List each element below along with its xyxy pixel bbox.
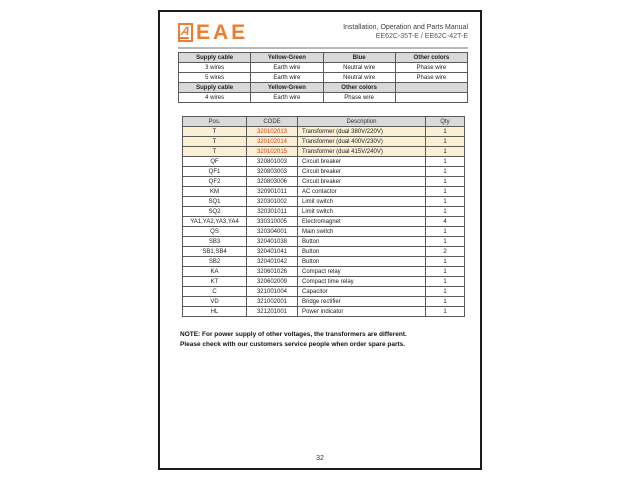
cable-cell: Blue bbox=[323, 53, 395, 63]
code-cell: 330310005 bbox=[247, 217, 298, 227]
description-cell: Bridge rectifier bbox=[298, 297, 426, 307]
cable-cell: 3 wires bbox=[179, 63, 251, 73]
cable-cell: Phase wire bbox=[395, 63, 467, 73]
pos-cell: SQ2 bbox=[183, 207, 247, 217]
qty-cell: 1 bbox=[426, 137, 465, 147]
qty-cell: 1 bbox=[426, 307, 465, 317]
parts-header-row bbox=[183, 117, 465, 127]
qty-cell: 4 bbox=[426, 217, 465, 227]
note-line-1: NOTE: For power supply of other voltages, the transformers are different. bbox=[180, 331, 407, 338]
col-header-description: Description bbox=[298, 117, 426, 127]
pos-cell: C bbox=[183, 287, 247, 297]
brand-logo bbox=[178, 22, 248, 43]
cable-cell: 4 wires bbox=[179, 93, 251, 103]
note-block bbox=[180, 330, 466, 351]
header-divider bbox=[178, 47, 468, 49]
page-number: 32 bbox=[316, 455, 324, 462]
description-cell: Transformer (dual 400V/230V) bbox=[298, 137, 426, 147]
qty-cell: 1 bbox=[426, 187, 465, 197]
pos-cell: T bbox=[183, 127, 247, 137]
code-cell: 320803003 bbox=[247, 167, 298, 177]
document-page bbox=[158, 10, 482, 470]
code-cell: 320102013 bbox=[247, 127, 298, 137]
cable-cell: Earth wire bbox=[251, 63, 323, 73]
parts-row bbox=[183, 257, 465, 267]
code-cell: 320601026 bbox=[247, 267, 298, 277]
pos-cell: QF1 bbox=[183, 167, 247, 177]
description-cell: Limit switch bbox=[298, 197, 426, 207]
cable-data-row bbox=[179, 93, 468, 103]
cable-cell: Neutral wire bbox=[323, 73, 395, 83]
code-cell: 320301002 bbox=[247, 197, 298, 207]
pos-cell: HL bbox=[183, 307, 247, 317]
cable-cell: Earth wire bbox=[251, 73, 323, 83]
code-cell: 321001004 bbox=[247, 287, 298, 297]
manual-titles bbox=[343, 23, 468, 41]
eae-logo-icon: A bbox=[178, 23, 193, 42]
pos-cell: QF bbox=[183, 157, 247, 167]
parts-row bbox=[183, 187, 465, 197]
code-cell: 320803006 bbox=[247, 177, 298, 187]
code-cell: 320102014 bbox=[247, 137, 298, 147]
description-cell: Button bbox=[298, 237, 426, 247]
parts-row bbox=[183, 287, 465, 297]
parts-row bbox=[183, 227, 465, 237]
qty-cell: 1 bbox=[426, 297, 465, 307]
description-cell: Compact time relay bbox=[298, 277, 426, 287]
model-numbers: EE62C-35T-E / EE62C-42T-E bbox=[375, 33, 468, 40]
parts-row bbox=[183, 177, 465, 187]
description-cell: Transformer (dual 380V/220V) bbox=[298, 127, 426, 137]
parts-row bbox=[183, 167, 465, 177]
code-cell: 320401042 bbox=[247, 257, 298, 267]
parts-row bbox=[183, 207, 465, 217]
cable-cell bbox=[395, 83, 467, 93]
pos-cell: SB1,SB4 bbox=[183, 247, 247, 257]
description-cell: Circuit breaker bbox=[298, 167, 426, 177]
col-header-code: CODE bbox=[247, 117, 298, 127]
qty-cell: 1 bbox=[426, 157, 465, 167]
code-cell: 320304001 bbox=[247, 227, 298, 237]
code-cell: 320301011 bbox=[247, 207, 298, 217]
cable-cell bbox=[395, 93, 467, 103]
description-cell: AC contactor bbox=[298, 187, 426, 197]
qty-cell: 1 bbox=[426, 237, 465, 247]
parts-row bbox=[183, 217, 465, 227]
code-cell: 320401041 bbox=[247, 247, 298, 257]
code-cell: 320401038 bbox=[247, 237, 298, 247]
pos-cell: QF2 bbox=[183, 177, 247, 187]
supply-cable-table bbox=[178, 52, 468, 103]
code-cell: 320801003 bbox=[247, 157, 298, 167]
parts-row bbox=[183, 137, 465, 147]
code-cell: 321002001 bbox=[247, 297, 298, 307]
description-cell: Button bbox=[298, 257, 426, 267]
pos-cell: VD bbox=[183, 297, 247, 307]
cable-cell: Phase wire bbox=[323, 93, 395, 103]
pos-cell: KM bbox=[183, 187, 247, 197]
manual-title: Installation, Operation and Parts Manual bbox=[343, 23, 468, 31]
col-header-qty: Qty bbox=[426, 117, 465, 127]
pos-cell: KA bbox=[183, 267, 247, 277]
cable-cell: Supply cable bbox=[179, 83, 251, 93]
pos-cell: T bbox=[183, 137, 247, 147]
parts-row bbox=[183, 267, 465, 277]
pos-cell: SB3 bbox=[183, 237, 247, 247]
cable-cell: Supply cable bbox=[179, 53, 251, 63]
qty-cell: 1 bbox=[426, 197, 465, 207]
qty-cell: 1 bbox=[426, 287, 465, 297]
page-header bbox=[178, 19, 468, 45]
qty-cell: 1 bbox=[426, 257, 465, 267]
pos-cell: SQ1 bbox=[183, 197, 247, 207]
pos-cell: QS bbox=[183, 227, 247, 237]
col-header-pos: Pos. bbox=[183, 117, 247, 127]
description-cell: Electromagnet bbox=[298, 217, 426, 227]
cable-data-row bbox=[179, 73, 468, 83]
cable-cell: Other colors bbox=[323, 83, 395, 93]
qty-cell: 1 bbox=[426, 207, 465, 217]
parts-list-table bbox=[182, 116, 465, 317]
cable-table-body bbox=[179, 53, 468, 103]
description-cell: Transformer (dual 415V/240V) bbox=[298, 147, 426, 157]
cable-cell: Neutral wire bbox=[323, 63, 395, 73]
pos-cell: KT bbox=[183, 277, 247, 287]
qty-cell: 1 bbox=[426, 177, 465, 187]
parts-table-body bbox=[183, 127, 465, 317]
cable-header-row bbox=[179, 53, 468, 63]
brand-name: EAE bbox=[196, 20, 249, 44]
description-cell: Circuit breaker bbox=[298, 157, 426, 167]
code-cell: 321201001 bbox=[247, 307, 298, 317]
qty-cell: 1 bbox=[426, 227, 465, 237]
parts-row bbox=[183, 237, 465, 247]
cable-cell: Yellow-Green bbox=[251, 83, 323, 93]
pos-cell: SB2 bbox=[183, 257, 247, 267]
cable-cell: Other colors bbox=[395, 53, 467, 63]
qty-cell: 2 bbox=[426, 247, 465, 257]
parts-row bbox=[183, 157, 465, 167]
cable-cell: Phase wire bbox=[395, 73, 467, 83]
qty-cell: 1 bbox=[426, 167, 465, 177]
parts-row bbox=[183, 147, 465, 157]
qty-cell: 1 bbox=[426, 267, 465, 277]
description-cell: Button bbox=[298, 247, 426, 257]
description-cell: Compact relay bbox=[298, 267, 426, 277]
parts-row bbox=[183, 277, 465, 287]
code-cell: 320901011 bbox=[247, 187, 298, 197]
qty-cell: 1 bbox=[426, 147, 465, 157]
description-cell: Limit switch bbox=[298, 207, 426, 217]
parts-row bbox=[183, 247, 465, 257]
cable-cell: Yellow-Green bbox=[251, 53, 323, 63]
cable-cell: 5 wires bbox=[179, 73, 251, 83]
pos-cell: T bbox=[183, 147, 247, 157]
parts-row bbox=[183, 297, 465, 307]
qty-cell: 1 bbox=[426, 277, 465, 287]
cable-data-row bbox=[179, 63, 468, 73]
qty-cell: 1 bbox=[426, 127, 465, 137]
cable-header-row bbox=[179, 83, 468, 93]
description-cell: Circuit breaker bbox=[298, 177, 426, 187]
code-cell: 320102015 bbox=[247, 147, 298, 157]
parts-row bbox=[183, 127, 465, 137]
cable-cell: Earth wire bbox=[251, 93, 323, 103]
note-line-2: Please check with our customers service people when order spare parts. bbox=[180, 341, 406, 349]
description-cell: Main switch bbox=[298, 227, 426, 237]
description-cell: Capacitor bbox=[298, 287, 426, 297]
code-cell: 320602009 bbox=[247, 277, 298, 287]
description-cell: Power indicator bbox=[298, 307, 426, 317]
parts-row bbox=[183, 197, 465, 207]
parts-row bbox=[183, 307, 465, 317]
pos-cell: YA1,YA2,YA3,YA4 bbox=[183, 217, 247, 227]
